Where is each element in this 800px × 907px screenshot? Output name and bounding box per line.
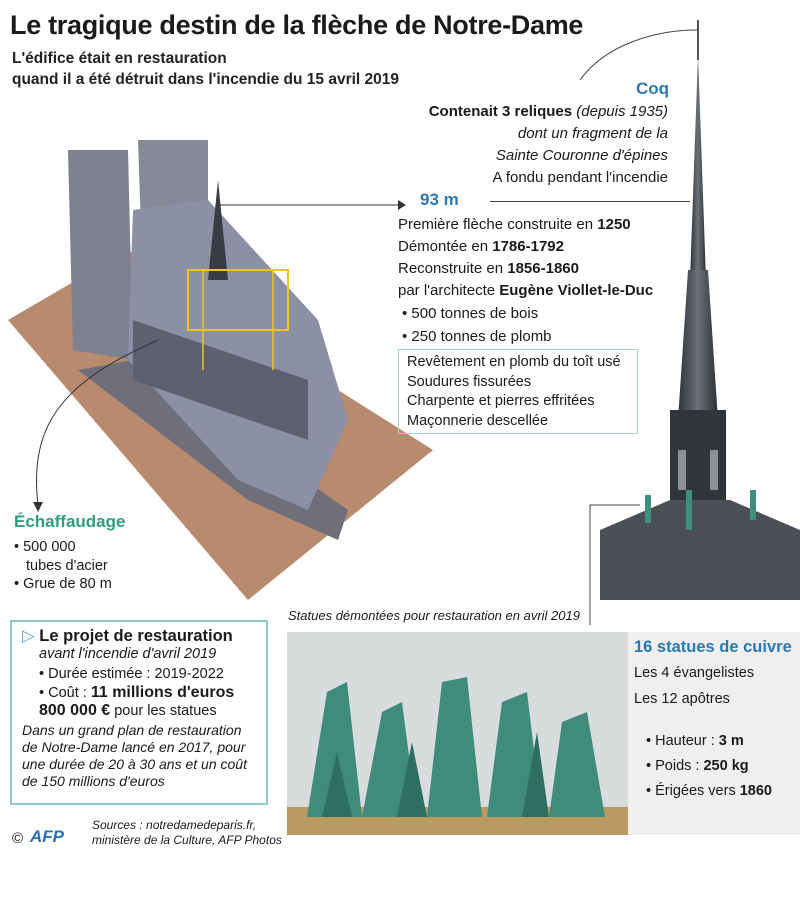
page-title: Le tragique destin de la flèche de Notre-Dame [10, 10, 584, 40]
statues-photo [287, 632, 630, 835]
project-cost-label: Coût : [48, 685, 91, 701]
evangelists: Les 4 évangelistes [634, 665, 755, 681]
bullet-wood: • 500 tonnes de bois [402, 303, 653, 325]
statues-pointer-line [585, 500, 645, 630]
coq-relics-date: (depuis 1935) [576, 103, 668, 120]
scaffold-tubes: • 500 000 [14, 538, 112, 557]
project-title: Le projet de restauration [39, 627, 233, 645]
subtitle-line-1: L'édifice était en restauration [12, 50, 227, 67]
afp-logo: AFP [30, 827, 64, 846]
statues-cost-label: pour les statues [110, 703, 217, 719]
spire-rebuilt-years: 1856-1860 [507, 260, 579, 277]
height-value: 3 m [718, 733, 744, 749]
copyright: © [12, 830, 24, 847]
bullet-lead: • 250 tonnes de plomb [402, 326, 653, 348]
coq-line-3: Sainte Couronne d'épines [495, 147, 668, 164]
cathedral-illustration [8, 120, 433, 605]
erected-label: Érigées vers [655, 783, 740, 799]
project-subtitle: avant l'incendie d'avril 2019 [39, 646, 217, 662]
subtitle-line-2: quand il a été détruit dans l'incendie du 15 avril 2019 [12, 71, 400, 88]
erected-value: 1860 [739, 783, 772, 799]
coq-label: Coq [636, 79, 670, 98]
sources-line-1: Sources : notredamedeparis.fr, [92, 818, 257, 832]
issue-item: Charpente et pierres effritées [407, 393, 595, 409]
weight-value: 250 kg [703, 758, 749, 774]
project-cost: 11 millions d'euros [90, 684, 235, 701]
architect-name: Eugène Viollet-le-Duc [499, 282, 654, 299]
statues-title: 16 statues de cuivre [634, 638, 792, 656]
project-note: Dans un grand plan de restauration de Notre-Dame lancé en 2017, pour une durée de 20 à 30 ans et un coût de 150 millions d'euros [22, 722, 247, 789]
spire-height: 93 m [420, 190, 459, 209]
triangle-icon: ▷ [22, 627, 35, 645]
sources-line-2: ministère de la Culture, AFP Photos [92, 833, 282, 847]
statues-cost: 800 000 € [39, 702, 111, 719]
spire-first: Première flèche construite en [398, 216, 598, 233]
spire-architect: par l'architecte [398, 282, 500, 299]
project-duration: • Durée estimée : 2019-2022 [22, 666, 258, 682]
issues-box [398, 349, 638, 434]
height-label: Hauteur : [655, 733, 719, 749]
coq-pointer-line [575, 25, 705, 85]
spire-dismantled-years: 1786-1792 [492, 238, 564, 255]
coq-line-4: A fondu pendant l'incendie [492, 169, 668, 186]
coq-relics: Contenait 3 reliques [428, 103, 573, 120]
spire-first-year: 1250 [597, 216, 631, 233]
project-box: ▷ Le projet de restauration avant l'incendie d'avril 2019 • Durée estimée : 2019-2022 • Coût : 11 millions d'euros 800 000 € pour les statues Dans un grand plan de restauration de Notre-Dame lancé en 2017, pour une durée de 20 à 30 ans et un coût de 150 millions d'euros [10, 620, 268, 805]
statues-panel: 16 statues de cuivre Les 4 évangelistes Les 12 apôtres • Hauteur : 3 m • Poids : 250 kg • Érigées vers 1860 [628, 632, 800, 835]
apostles: Les 12 apôtres [634, 691, 730, 707]
coq-line-2: dont un fragment de la [517, 125, 668, 142]
weight-label: Poids : [655, 758, 704, 774]
issue-item: Soudures fissurées [407, 373, 532, 390]
spire-dismantled: Démontée en [398, 238, 493, 255]
spire-rebuilt: Reconstruite en [398, 260, 508, 277]
issue-item: Revêtement en plomb du toît usé [407, 354, 621, 370]
scaffold-tubes-2: tubes d'acier [26, 557, 108, 574]
issue-item: Maçonnerie descellée [407, 412, 549, 429]
scaffold-label: Échaffaudage [14, 512, 126, 531]
height-line [490, 201, 690, 202]
scaffold-crane: • Grue de 80 m [14, 575, 112, 594]
statues-caption: Statues démontées pour restauration en avril 2019 [288, 608, 580, 623]
